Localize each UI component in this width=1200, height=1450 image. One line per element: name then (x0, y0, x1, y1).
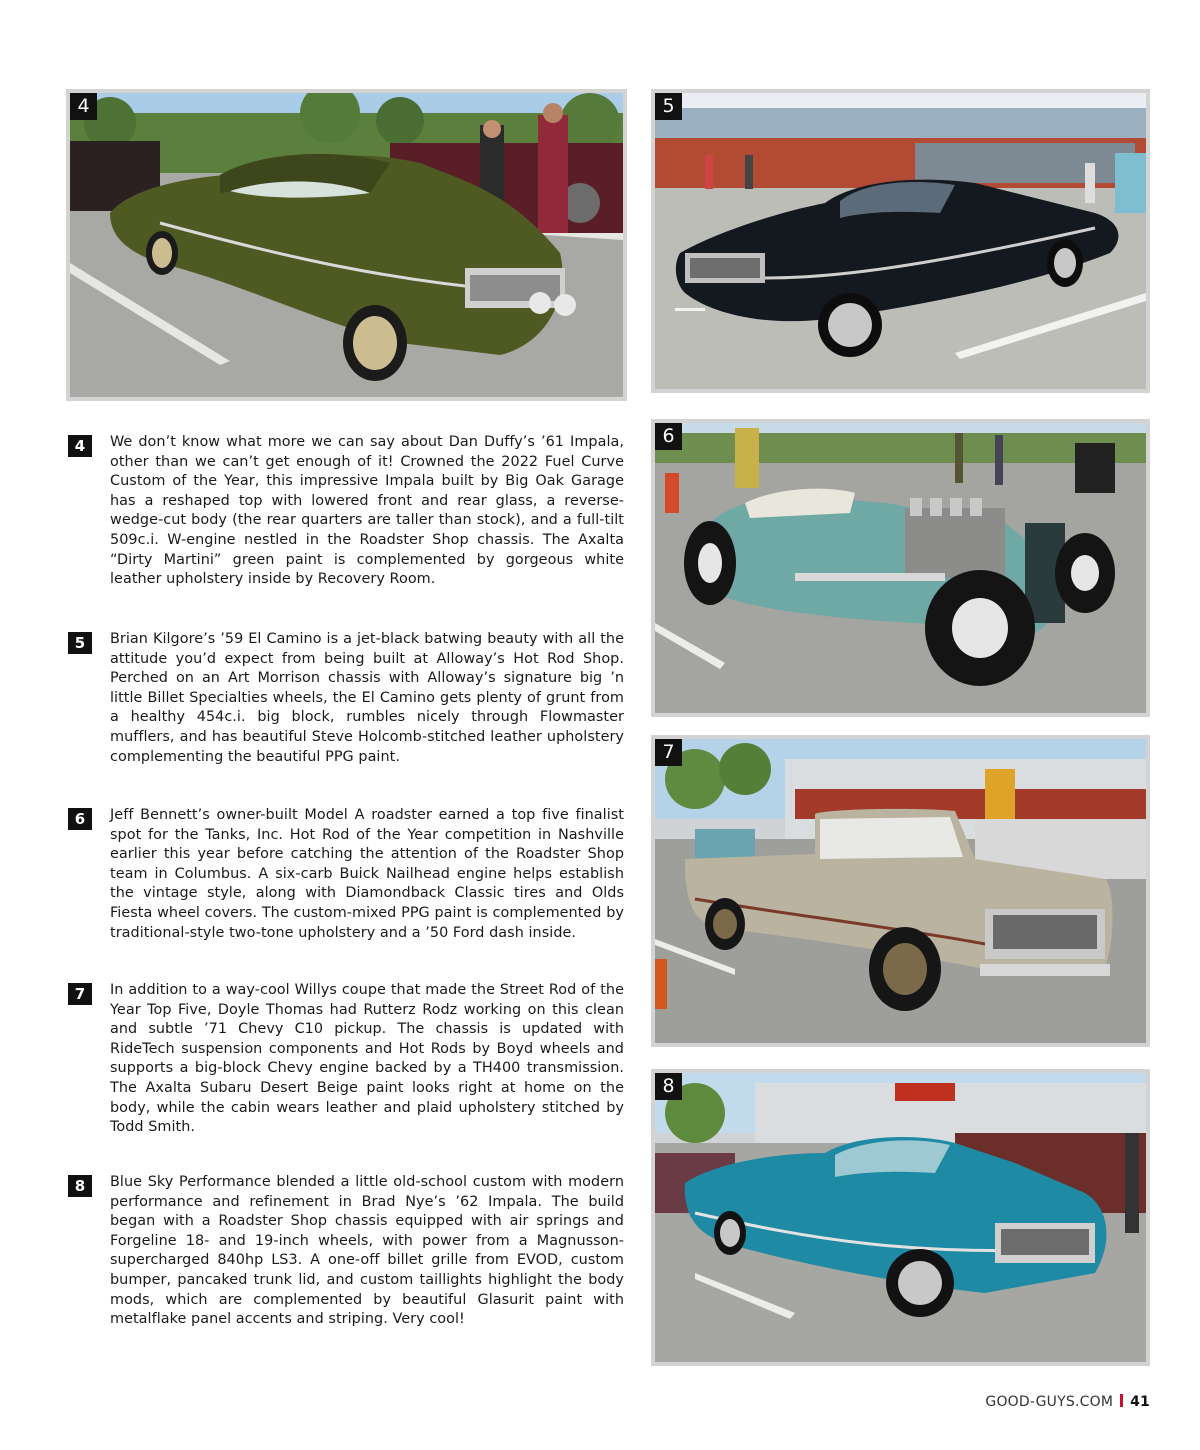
caption-number: 4 (68, 435, 92, 457)
caption-text: We don’t know what more we can say about Dan Duffy’s ’61 Impala, other than we can’t get enough of it! Crowned the 2022 Fuel Curve Custom of the Year, this impressive Impala built by Big Oak Garage has a reshaped top with lowered front and rear glass, a reverse-wedge-cut body (the rear quarters are taller than stock), and a full-tilt 509c.i. W-engine nestled in the Roadster Shop chassis. The Axalta “Dirty Martini” green paint is complemented by gorgeous white leather upholstery inside by Recovery Room. (110, 434, 624, 588)
photo-number: 8 (655, 1073, 682, 1100)
caption-number: 8 (68, 1175, 92, 1197)
caption-text: Blue Sky Performance blended a little old-school custom with modern performance and refinement in Brad Nye’s ’62 Impala. The build began with a Roadster Shop chassis equipped with air springs and Forgeline 18- and 19-inch wheels, with power from a Magnusson-supercharged 840hp LS3. A one-off billet grille from EVOD, custom bumper, pancaked trunk lid, and custom taillights highlight the body mods, which are complemented by beautiful Glasurit paint with metalflake panel accents and striping. Very cool! (110, 1174, 624, 1328)
photo-7 (651, 735, 1150, 1047)
caption-6 (68, 806, 624, 943)
black-el-camino-photo (655, 93, 1146, 389)
photo-number: 4 (70, 93, 97, 120)
caption-number: 7 (68, 983, 92, 1005)
blue-impala-photo (655, 1073, 1146, 1362)
teal-roadster-photo (655, 423, 1146, 713)
caption-text: In addition to a way-cool Willys coupe that made the Street Rod of the Year Top Five, Doyle Thomas had Rutterz Rodz working on this clean and subtle ’71 Chevy C10 pickup. The chassis is updated with RideTech suspension components and Hot Rods by Boyd wheels and supports a big-block Chevy engine backed by a TH400 transmission. The Axalta Subaru Desert Beige paint looks right at home on the body, while the cabin wears leather and plaid upholstery stitched by Todd Smith. (110, 982, 624, 1136)
photo-number: 5 (655, 93, 682, 120)
photo-5 (651, 89, 1150, 393)
caption-number: 6 (68, 808, 92, 830)
caption-5 (68, 630, 624, 767)
page-number: 41 (1130, 1394, 1150, 1410)
site-url: GOOD-GUYS.COM (985, 1394, 1114, 1410)
green-impala-photo (70, 93, 623, 397)
photo-number: 7 (655, 739, 682, 766)
photo-number: 6 (655, 423, 682, 450)
caption-7 (68, 981, 624, 1138)
photo-8 (651, 1069, 1150, 1366)
beige-pickup-photo (655, 739, 1146, 1043)
caption-text: Brian Kilgore’s ’59 El Camino is a jet-black batwing beauty with all the attitude you’d expect from being built at Alloway’s Hot Rod Shop. Perched on an Art Morrison chassis with Alloway’s signature big ’n little Billet Specialties wheels, the El Camino gets plenty of grunt from a healthy 454c.i. big block, rumbles nicely through Flowmaster mufflers, and has beautiful Steve Holcomb-stitched leather upholstery complementing the beautiful PPG paint. (110, 631, 624, 765)
page-footer (985, 1394, 1150, 1410)
caption-8 (68, 1173, 624, 1330)
photo-6 (651, 419, 1150, 717)
caption-text: Jeff Bennett’s owner-built Model A roadster earned a top five finalist spot for the Tanks, Inc. Hot Rod of the Year competition in Nashville earlier this year before catching the attention of the Roadster Shop team in Columbus. A six-carb Buick Nailhead engine helps establish the vintage style, along with Diamondback Classic tires and Olds Fiesta wheel covers. The custom-mixed PPG paint is complemented by traditional-style two-tone upholstery and a ’50 Ford dash inside. (110, 807, 624, 941)
photo-4 (66, 89, 627, 401)
footer-separator (1120, 1394, 1123, 1407)
caption-4 (68, 433, 624, 590)
caption-number: 5 (68, 632, 92, 654)
